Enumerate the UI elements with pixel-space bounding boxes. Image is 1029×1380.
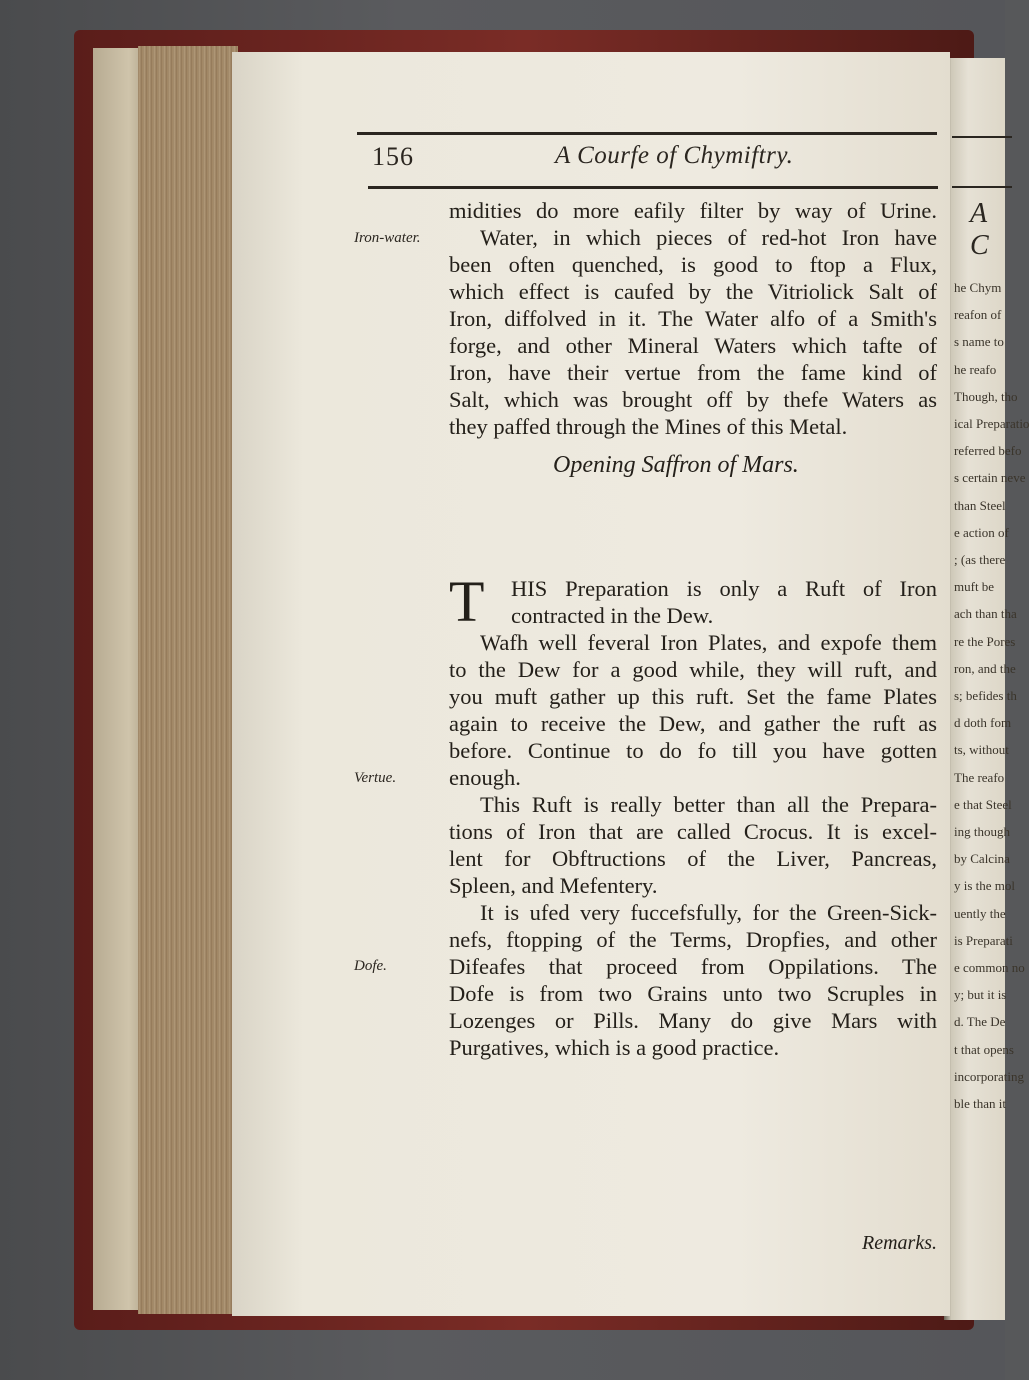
facing-text-fragment: s certain neve — [954, 470, 1026, 486]
facing-text-fragment: incorporating — [954, 1068, 1025, 1084]
facing-text-fragment: reafon of — [954, 307, 1002, 323]
page-edges — [138, 46, 238, 1314]
text-line: It is ufed very fuccefsfully, for the Green-Sick- — [480, 900, 937, 925]
facing-text-fragment: ach than tha — [954, 606, 1017, 622]
margin-note-dose: Dofe. — [354, 958, 387, 974]
running-head: A Courfe of Chymiftry. — [555, 142, 794, 169]
facing-text-fragment: he reafo — [954, 361, 997, 377]
top-rule — [357, 132, 937, 135]
text-line: Purgatives, which is a good practice. — [449, 1035, 780, 1060]
facing-text-fragment: t that opens — [954, 1041, 1014, 1057]
facing-text-fragment: e action of — [954, 524, 1009, 540]
facing-text-fragment: s name to — [954, 334, 1004, 350]
text-line: before. Continue to do fo till you have gotten — [449, 738, 937, 763]
text-line: Salt, which was brought off by thefe Waters as — [449, 387, 937, 412]
facing-text-fragment: muft be — [954, 579, 995, 595]
text-line: Spleen, and Mefentery. — [449, 873, 658, 898]
text-line: Iron, have their vertue from the fame kind of — [449, 360, 937, 385]
facing-text-fragment: ; (as there — [954, 552, 1006, 567]
page-number: 156 — [372, 142, 414, 171]
text-line: Water, in which pieces of red-hot Iron have — [480, 225, 937, 250]
text-line: Lozenges or Pills. Many do give Mars with — [449, 1008, 937, 1033]
facing-text-fragment: ble than it — [954, 1096, 1006, 1111]
facing-text-fragment: s; befides th — [954, 688, 1017, 703]
facing-text-fragment: referred befo — [954, 443, 1022, 459]
text-line: forge, and other Mineral Waters which tafte of — [449, 333, 937, 358]
margin-note-iron-water: Iron-water. — [354, 230, 421, 246]
facing-text-fragment: d doth fom — [954, 715, 1012, 731]
facing-text-fragment: ing though — [954, 824, 1010, 839]
facing-text-fragment: e that Steel — [954, 796, 1012, 812]
text-line: they paffed through the Mines of this Metal. — [449, 414, 848, 439]
text-line: enough. — [449, 765, 521, 790]
text-line: again to receive the Dew, and gather the ruft as — [449, 711, 937, 736]
drop-cap: T — [449, 569, 485, 634]
text-line: contracted in the Dew. — [511, 603, 714, 628]
facing-page — [944, 58, 1029, 1320]
facing-running-head: A C — [970, 198, 989, 261]
text-line: Iron, diffolved in it. The Water alfo of a Smith's — [449, 306, 937, 331]
facing-text-fragment: is Preparati — [954, 932, 1013, 948]
text-line: Difeafes that proceed from Oppilations. The — [449, 954, 937, 979]
facing-text-fragment: e common no — [954, 960, 1025, 975]
facing-text-fragment: y; but it is — [954, 987, 1007, 1003]
margin-note-vertue: Vertue. — [354, 770, 397, 786]
facing-text-fragment: ical Preparatio — [954, 416, 1029, 431]
head-rule — [368, 186, 938, 189]
facing-text-fragment: by Calcina — [954, 851, 1010, 867]
text-line: This Ruft is really better than all the Prepara- — [480, 792, 937, 817]
text-line: tions of Iron that are called Crocus. It is excel- — [449, 819, 937, 844]
facing-rule — [952, 136, 1012, 138]
facing-rule — [952, 186, 1012, 188]
facing-text-fragment: uently the — [954, 905, 1006, 921]
text-line: Wafh well feveral Iron Plates, and expofe them — [480, 630, 937, 655]
facing-text-fragment: he Chym — [954, 280, 1002, 295]
text-line: nefs, ftopping of the Terms, Dropfies, and other — [449, 927, 937, 952]
facing-text-fragment: re the Pores — [954, 633, 1016, 649]
text-line: HIS Preparation is only a Ruft of Iron — [511, 576, 937, 601]
facing-text-fragment: d. The De — [954, 1014, 1006, 1030]
facing-text-fragment: Though, tho — [954, 388, 1018, 404]
text-line: to the Dew for a good while, they will ruft, and — [449, 657, 937, 682]
section-title: Opening Saffron of Mars. — [553, 452, 799, 478]
text-line: Dofe is from two Grains unto two Scruples in — [449, 981, 937, 1006]
facing-text-fragment: ron, and the — [954, 660, 1016, 676]
text-line: you muft gather up this ruft. Set the fame Plates — [449, 684, 937, 709]
text-line: which effect is caufed by the Vitriolick Salt of — [449, 279, 937, 304]
facing-text-fragment: than Steel — [954, 497, 1006, 513]
text-line: midities do more eafily filter by way of Urine. — [449, 198, 937, 223]
facing-text-fragment: ts, without — [954, 742, 1009, 758]
text-line: lent for Obftructions of the Liver, Pancreas, — [449, 846, 937, 871]
catchword: Remarks. — [862, 1232, 937, 1254]
facing-text-fragment: y is the mol — [954, 878, 1016, 894]
text-line: been often quenched, is good to ftop a Flux, — [449, 252, 937, 277]
facing-text-fragment: The reafo — [954, 769, 1005, 785]
